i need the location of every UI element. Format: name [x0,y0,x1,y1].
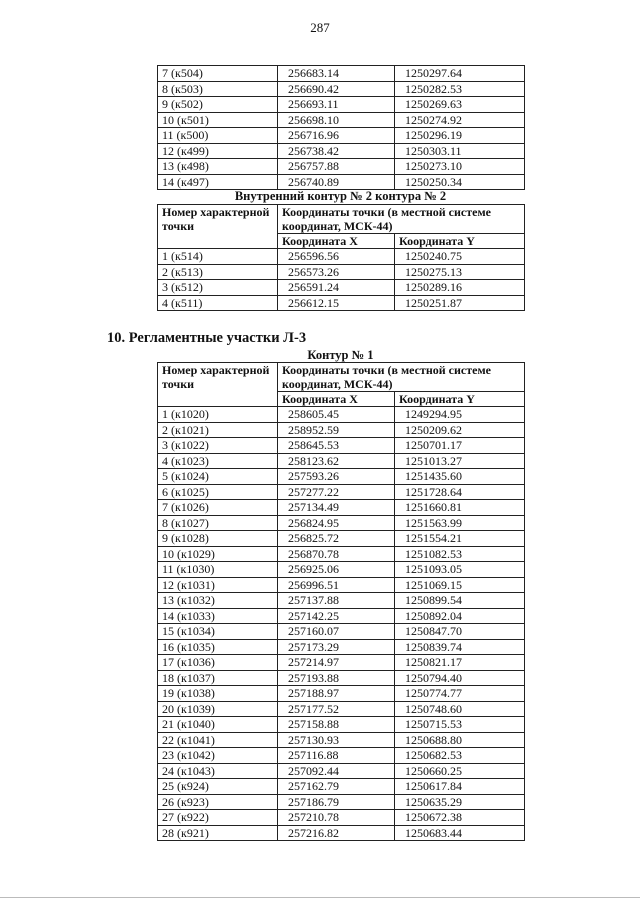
point-number-cell: 12 (к499) [158,143,278,159]
header-point-number: Номер характерной точки [158,363,278,407]
coordinate-x-cell: 256925.06 [278,562,395,578]
table-row [158,577,525,593]
table-row [158,112,525,128]
point-number-cell: 3 (к1022) [158,438,278,454]
coordinate-y-cell: 1250250.34 [395,174,525,190]
coordinate-y-cell: 1250892.04 [395,608,525,624]
point-number-cell: 7 (к504) [158,66,278,82]
coordinate-x-cell: 256573.26 [278,264,395,280]
table-body [158,249,525,311]
point-number-cell: 15 (к1034) [158,624,278,640]
coordinate-y-cell: 1250672.38 [395,810,525,826]
point-number-cell: 13 (к1032) [158,593,278,609]
coordinate-x-cell: 258952.59 [278,422,395,438]
coordinate-x-cell: 256591.24 [278,280,395,296]
header-coordinate-x: Координата X [278,234,395,249]
coordinate-x-cell: 256596.56 [278,249,395,265]
coordinate-x-cell: 256690.42 [278,81,395,97]
coordinate-y-cell: 1250660.25 [395,763,525,779]
table-row [158,546,525,562]
coordinate-x-cell: 257173.29 [278,639,395,655]
point-number-cell: 11 (к500) [158,128,278,144]
coordinate-x-cell: 258605.45 [278,407,395,423]
table-row [158,422,525,438]
table-row [158,264,525,280]
table-row [158,670,525,686]
coordinate-x-cell: 256825.72 [278,531,395,547]
table-row [158,825,525,841]
point-number-cell: 8 (к503) [158,81,278,97]
point-number-cell: 23 (к1042) [158,748,278,764]
point-number-cell: 14 (к497) [158,174,278,190]
point-number-cell: 4 (к1023) [158,453,278,469]
point-number-cell: 20 (к1039) [158,701,278,717]
table-row [158,469,525,485]
point-number-cell: 5 (к1024) [158,469,278,485]
point-number-cell: 8 (к1027) [158,515,278,531]
coordinate-x-cell: 257158.88 [278,717,395,733]
coordinate-x-cell: 257134.49 [278,500,395,516]
coordinate-x-cell: 256683.14 [278,66,395,82]
point-number-cell: 7 (к1026) [158,500,278,516]
point-number-cell: 25 (к924) [158,779,278,795]
point-number-cell: 18 (к1037) [158,670,278,686]
table-row [158,81,525,97]
point-number-cell: 13 (к498) [158,159,278,175]
coordinate-x-cell: 256738.42 [278,143,395,159]
table-row [158,407,525,423]
coordinate-x-cell: 257137.88 [278,593,395,609]
table-row [158,624,525,640]
point-number-cell: 16 (к1035) [158,639,278,655]
coordinate-y-cell: 1250715.53 [395,717,525,733]
coordinate-x-cell: 256612.15 [278,295,395,311]
coordinate-y-cell: 1250617.84 [395,779,525,795]
page-number: 287 [310,20,330,35]
point-number-cell: 10 (к501) [158,112,278,128]
table-row [158,655,525,671]
point-number-cell: 28 (к921) [158,825,278,841]
coordinate-y-cell: 1250296.19 [395,128,525,144]
table-row [158,97,525,113]
coordinate-y-cell: 1250821.17 [395,655,525,671]
table-row [158,143,525,159]
coordinate-y-cell: 1251660.81 [395,500,525,516]
coordinate-x-cell: 256698.10 [278,112,395,128]
coordinate-x-cell: 256870.78 [278,546,395,562]
coordinate-y-cell: 1251435.60 [395,469,525,485]
table-row [158,159,525,175]
table-row [158,280,525,296]
coordinate-x-cell: 257193.88 [278,670,395,686]
point-number-cell: 2 (к513) [158,264,278,280]
coordinate-x-cell: 256996.51 [278,577,395,593]
table-body [158,66,525,190]
point-number-cell: 9 (к502) [158,97,278,113]
coordinate-x-cell: 256716.96 [278,128,395,144]
point-number-cell: 26 (к923) [158,794,278,810]
table-row [158,763,525,779]
point-number-cell: 24 (к1043) [158,763,278,779]
section-heading: 10. Регламентные участки Л-3 [107,330,307,346]
bottom-edge-line [0,897,640,898]
point-number-cell: 6 (к1025) [158,484,278,500]
coordinate-x-cell: 257142.25 [278,608,395,624]
coordinate-y-cell: 1251069.15 [395,577,525,593]
point-number-cell: 3 (к512) [158,280,278,296]
coordinate-x-cell: 257116.88 [278,748,395,764]
table-row [158,66,525,82]
coordinate-y-cell: 1251013.27 [395,453,525,469]
table-row [158,748,525,764]
coordinate-x-cell: 257092.44 [278,763,395,779]
table-row [158,438,525,454]
table-row [158,249,525,265]
table-row [158,686,525,702]
point-number-cell: 19 (к1038) [158,686,278,702]
table-row [158,810,525,826]
coordinate-y-cell: 1250251.87 [395,295,525,311]
coordinate-y-cell: 1250682.53 [395,748,525,764]
inner-contour-table [157,204,525,311]
coordinate-y-cell: 1250748.60 [395,701,525,717]
coordinate-y-cell: 1250273.10 [395,159,525,175]
coordinate-x-cell: 258645.53 [278,438,395,454]
coordinate-x-cell: 257214.97 [278,655,395,671]
inner-contour-caption: Внутренний контур № 2 контура № 2 [234,189,447,203]
table-row [158,128,525,144]
table-row [158,453,525,469]
table-row [158,593,525,609]
coordinate-x-cell: 257593.26 [278,469,395,485]
table-row [158,531,525,547]
table-row [158,484,525,500]
contour-caption: Контур № 1 [307,348,374,362]
coordinate-y-cell: 1250240.75 [395,249,525,265]
coordinate-y-cell: 1250297.64 [395,66,525,82]
header-coordinates: Координаты точки (в местной системе координат, МСК-44) [278,363,525,392]
coordinate-x-cell: 256757.88 [278,159,395,175]
table-header-row [158,363,525,392]
coordinate-y-cell: 1251728.64 [395,484,525,500]
coordinate-x-cell: 257186.79 [278,794,395,810]
coordinate-x-cell: 257160.07 [278,624,395,640]
coordinate-y-cell: 1250701.17 [395,438,525,454]
table-row [158,701,525,717]
coordinate-y-cell: 1250847.70 [395,624,525,640]
coordinate-x-cell: 256693.11 [278,97,395,113]
coordinate-x-cell: 257177.52 [278,701,395,717]
point-number-cell: 4 (к511) [158,295,278,311]
point-number-cell: 9 (к1028) [158,531,278,547]
coordinate-y-cell: 1250899.54 [395,593,525,609]
table-row [158,562,525,578]
coordinate-y-cell: 1250839.74 [395,639,525,655]
table-row [158,608,525,624]
coordinate-x-cell: 257216.82 [278,825,395,841]
coordinate-y-cell: 1251082.53 [395,546,525,562]
coordinate-y-cell: 1250683.44 [395,825,525,841]
table-row [158,732,525,748]
coordinate-x-cell: 256824.95 [278,515,395,531]
coordinate-y-cell: 1250303.11 [395,143,525,159]
table-header-row [158,205,525,234]
table-row [158,500,525,516]
point-number-cell: 1 (к1020) [158,407,278,423]
coordinate-y-cell: 1250209.62 [395,422,525,438]
point-number-cell: 22 (к1041) [158,732,278,748]
coordinate-y-cell: 1251563.99 [395,515,525,531]
coordinate-y-cell: 1250282.53 [395,81,525,97]
point-number-cell: 2 (к1021) [158,422,278,438]
coordinate-x-cell: 257188.97 [278,686,395,702]
point-number-cell: 11 (к1030) [158,562,278,578]
header-coordinate-y: Координата Y [395,392,525,407]
coordinate-y-cell: 1250269.63 [395,97,525,113]
point-number-cell: 17 (к1036) [158,655,278,671]
table-row [158,174,525,190]
coordinate-x-cell: 257130.93 [278,732,395,748]
table-row [158,639,525,655]
table-row [158,515,525,531]
table-row [158,779,525,795]
table-row [158,717,525,733]
coordinate-y-cell: 1250635.29 [395,794,525,810]
coordinate-y-cell: 1250274.92 [395,112,525,128]
coordinate-x-cell: 257277.22 [278,484,395,500]
coordinate-x-cell: 257162.79 [278,779,395,795]
coordinate-x-cell: 258123.62 [278,453,395,469]
coordinates-table-continued [157,65,525,190]
point-number-cell: 12 (к1031) [158,577,278,593]
coordinate-y-cell: 1250774.77 [395,686,525,702]
header-coordinate-x: Координата X [278,392,395,407]
header-point-number: Номер характерной точки [158,205,278,249]
coordinate-y-cell: 1250289.16 [395,280,525,296]
coordinate-y-cell: 1250688.80 [395,732,525,748]
point-number-cell: 14 (к1033) [158,608,278,624]
coordinate-x-cell: 256740.89 [278,174,395,190]
table-row [158,295,525,311]
coordinate-y-cell: 1250275.13 [395,264,525,280]
point-number-cell: 1 (к514) [158,249,278,265]
contour-1-table [157,362,525,841]
table-row [158,794,525,810]
point-number-cell: 27 (к922) [158,810,278,826]
coordinate-y-cell: 1251093.05 [395,562,525,578]
table-body [158,407,525,841]
header-coordinate-y: Координата Y [395,234,525,249]
header-coordinates: Координаты точки (в местной системе координат, МСК-44) [278,205,525,234]
coordinate-y-cell: 1250794.40 [395,670,525,686]
coordinate-y-cell: 1251554.21 [395,531,525,547]
point-number-cell: 21 (к1040) [158,717,278,733]
point-number-cell: 10 (к1029) [158,546,278,562]
coordinate-y-cell: 1249294.95 [395,407,525,423]
coordinate-x-cell: 257210.78 [278,810,395,826]
